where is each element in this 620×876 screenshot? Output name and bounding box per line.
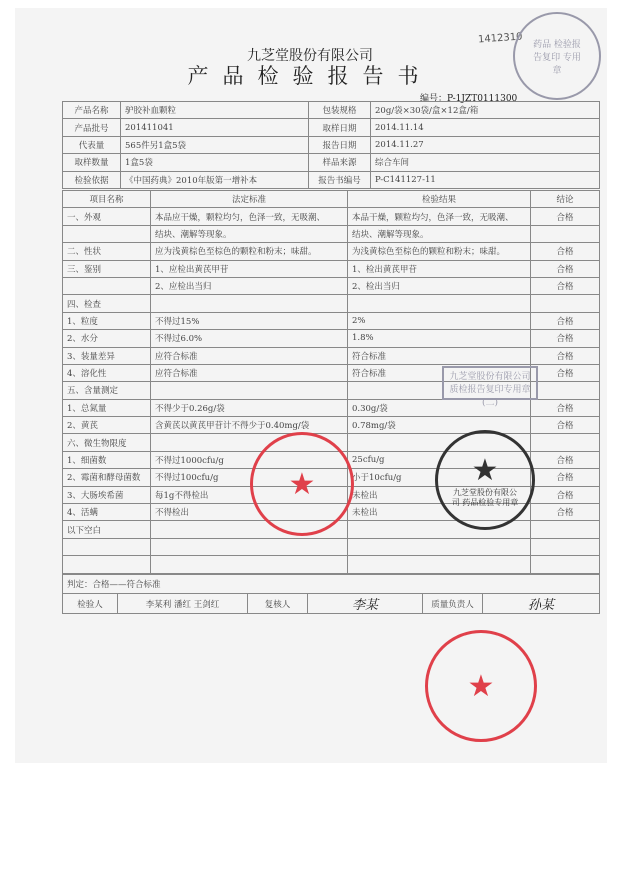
- table-row: [63, 277, 600, 294]
- product-info-table: [62, 101, 600, 189]
- info-label: 取样数量: [63, 154, 121, 171]
- item-name: 1、总氮量: [63, 399, 151, 416]
- item-name: 3、大肠埃希菌: [63, 486, 151, 503]
- standard: 2、应检出当归: [151, 277, 348, 294]
- result: 25cfu/g: [348, 451, 531, 468]
- result: [348, 538, 531, 555]
- standard: 应符合标准: [151, 347, 348, 364]
- item-name: 二、性状: [63, 243, 151, 260]
- item-name: 2、水分: [63, 330, 151, 347]
- info-label: 产品名称: [63, 102, 121, 119]
- info-label: 样品来源: [309, 154, 371, 171]
- result: 1.8%: [348, 330, 531, 347]
- item-name: 3、装量差异: [63, 347, 151, 364]
- signoff-table: [62, 574, 600, 614]
- conclusion: 合格: [531, 504, 600, 521]
- conclusion: 合格: [531, 243, 600, 260]
- item-name: 一、外观: [63, 208, 151, 225]
- item-name: 1、细菌数: [63, 451, 151, 468]
- conclusion: [531, 225, 600, 242]
- standard: 1、应检出黄芪甲苷: [151, 260, 348, 277]
- table-row: [63, 399, 600, 416]
- column-header: 结论: [531, 191, 600, 208]
- info-value: 综合车间: [371, 154, 600, 171]
- info-value: P-C141127-11: [371, 171, 600, 188]
- star-icon: ★: [288, 466, 316, 502]
- qa-label: 质量负责人: [423, 594, 483, 614]
- table-row: [63, 538, 600, 555]
- info-value: 1盒5袋: [121, 154, 309, 171]
- info-value: 20g/袋×30袋/盒×12盒/箱: [371, 102, 600, 119]
- inspector-label: 检验人: [63, 594, 118, 614]
- info-row: [63, 119, 600, 136]
- result: 为浅黄棕色至棕色的颗粒和粉末；味甜。: [348, 243, 531, 260]
- info-label: 产品批号: [63, 119, 121, 136]
- info-row: [63, 136, 600, 153]
- result: 1、检出黄芪甲苷: [348, 260, 531, 277]
- standard: 不得过1000cfu/g: [151, 451, 348, 468]
- table-row: [63, 208, 600, 225]
- copy-stamp: 九芝堂股份有限公司 质检报告复印专用章 (二): [442, 366, 538, 400]
- table-row: [63, 243, 600, 260]
- conclusion: 合格: [531, 208, 600, 225]
- info-label: 包装规格: [309, 102, 371, 119]
- handwritten-note: 1412310: [477, 31, 523, 46]
- item-name: 4、活螨: [63, 504, 151, 521]
- standard: 应符合标准: [151, 364, 348, 381]
- conclusion: 合格: [531, 451, 600, 468]
- red-seal-stamp: [250, 432, 354, 536]
- info-value: 2014.11.27: [371, 136, 600, 153]
- star-icon: ★: [467, 668, 495, 704]
- company-name: 九芝堂股份有限公司: [247, 48, 373, 64]
- conclusion: 合格: [531, 277, 600, 294]
- item-name: 以下空白: [63, 521, 151, 538]
- conclusion: 合格: [531, 417, 600, 434]
- result: 2%: [348, 312, 531, 329]
- result: 0.78mg/袋: [348, 417, 531, 434]
- conclusion: 合格: [531, 260, 600, 277]
- standard: 含黄芪以黄芪甲苷计不得少于0.40mg/袋: [151, 417, 348, 434]
- conclusion: 合格: [531, 469, 600, 486]
- conclusion: 合格: [531, 399, 600, 416]
- item-name: 六、微生物限度: [63, 434, 151, 451]
- result: 2、检出当归: [348, 277, 531, 294]
- item-name: 2、霉菌和酵母菌数: [63, 469, 151, 486]
- table-row: [63, 556, 600, 573]
- result: 未检出: [348, 486, 531, 503]
- item-name: 2、黄芪: [63, 417, 151, 434]
- info-value: 驴胶补血颗粒: [121, 102, 309, 119]
- top-right-stamp: [513, 12, 601, 100]
- item-name: 四、检查: [63, 295, 151, 312]
- info-value: 《中国药典》2010年版第一增补本: [121, 171, 309, 188]
- conclusion: [531, 556, 600, 573]
- item-name: [63, 538, 151, 555]
- table-row: [63, 225, 600, 242]
- info-label: 代表量: [63, 136, 121, 153]
- table-row: [63, 330, 600, 347]
- standard: [151, 556, 348, 573]
- conclusion: [531, 521, 600, 538]
- standard: [151, 382, 348, 399]
- column-header: 检验结果: [348, 191, 531, 208]
- inspection-seal-stamp: [435, 430, 535, 530]
- info-label: 检验依据: [63, 171, 121, 188]
- conclusion: 合格: [531, 312, 600, 329]
- conclusion: 合格: [531, 364, 600, 381]
- result: 符合标准: [348, 364, 531, 381]
- table-header: [63, 191, 600, 208]
- result: 小于10cfu/g: [348, 469, 531, 486]
- item-name: 1、粒度: [63, 312, 151, 329]
- table-row: [63, 347, 600, 364]
- standard: 不得过6.0%: [151, 330, 348, 347]
- conclusion: [531, 295, 600, 312]
- standard: 本品应干燥，颗粒均匀，色泽一致，无吸潮、: [151, 208, 348, 225]
- qa-signature: 孙某: [483, 594, 600, 614]
- result: [348, 556, 531, 573]
- inspectors: 李某利 潘红 王剑红: [118, 594, 248, 614]
- document-number: 编号：P-1JZT0111300: [420, 94, 518, 104]
- conclusion: [531, 538, 600, 555]
- table-row: [63, 417, 600, 434]
- table-row: [63, 312, 600, 329]
- standard: [151, 538, 348, 555]
- result: 本品干燥，颗粒均匀，色泽一致，无吸潮、: [348, 208, 531, 225]
- info-row: [63, 102, 600, 119]
- info-label: 报告日期: [309, 136, 371, 153]
- item-name: [63, 556, 151, 573]
- result: 0.30g/袋: [348, 399, 531, 416]
- standard: 不得少于0.26g/袋: [151, 399, 348, 416]
- info-row: [63, 154, 600, 171]
- standard: 结块、潮解等现象。: [151, 225, 348, 242]
- reviewer-label: 复核人: [248, 594, 308, 614]
- stamp-text: 药品 检验报告复印 专用章: [533, 39, 581, 76]
- info-label: 报告书编号: [309, 171, 371, 188]
- conclusion: 合格: [531, 486, 600, 503]
- info-value: 565件另1盒5袋: [121, 136, 309, 153]
- document-title: 产品检验报告书: [187, 64, 433, 88]
- conclusion: 合格: [531, 330, 600, 347]
- table-row: [63, 260, 600, 277]
- result: 结块、潮解等现象。: [348, 225, 531, 242]
- logistics-seal-stamp: [425, 630, 537, 742]
- item-name: [63, 225, 151, 242]
- conclusion: [531, 382, 600, 399]
- column-header: 法定标准: [151, 191, 348, 208]
- standard: 每1g不得检出: [151, 486, 348, 503]
- info-value: 2014.11.14: [371, 119, 600, 136]
- conclusion: 合格: [531, 347, 600, 364]
- item-name: 五、含量测定: [63, 382, 151, 399]
- conclusion: [531, 434, 600, 451]
- standard: [151, 295, 348, 312]
- stamp-text: 九芝堂股份有限公司 药品检验专用章: [451, 487, 519, 507]
- item-name: 三、鉴别: [63, 260, 151, 277]
- standard: 不得过15%: [151, 312, 348, 329]
- reviewer-signature: 李某: [308, 594, 423, 614]
- star-icon: ★: [471, 452, 499, 488]
- info-label: 取样日期: [309, 119, 371, 136]
- result: [348, 295, 531, 312]
- table-row: [63, 295, 600, 312]
- column-header: 项目名称: [63, 191, 151, 208]
- standard: 应为浅黄棕色至棕色的颗粒和粉末；味甜。: [151, 243, 348, 260]
- standard: 不得检出: [151, 504, 348, 521]
- result: 符合标准: [348, 347, 531, 364]
- result: 未检出: [348, 504, 531, 521]
- judgement: 判定：合格——符合标准: [63, 575, 600, 594]
- info-row: [63, 171, 600, 188]
- item-name: 4、溶化性: [63, 364, 151, 381]
- standard: 不得过100cfu/g: [151, 469, 348, 486]
- item-name: [63, 277, 151, 294]
- info-value: 201411041: [121, 119, 309, 136]
